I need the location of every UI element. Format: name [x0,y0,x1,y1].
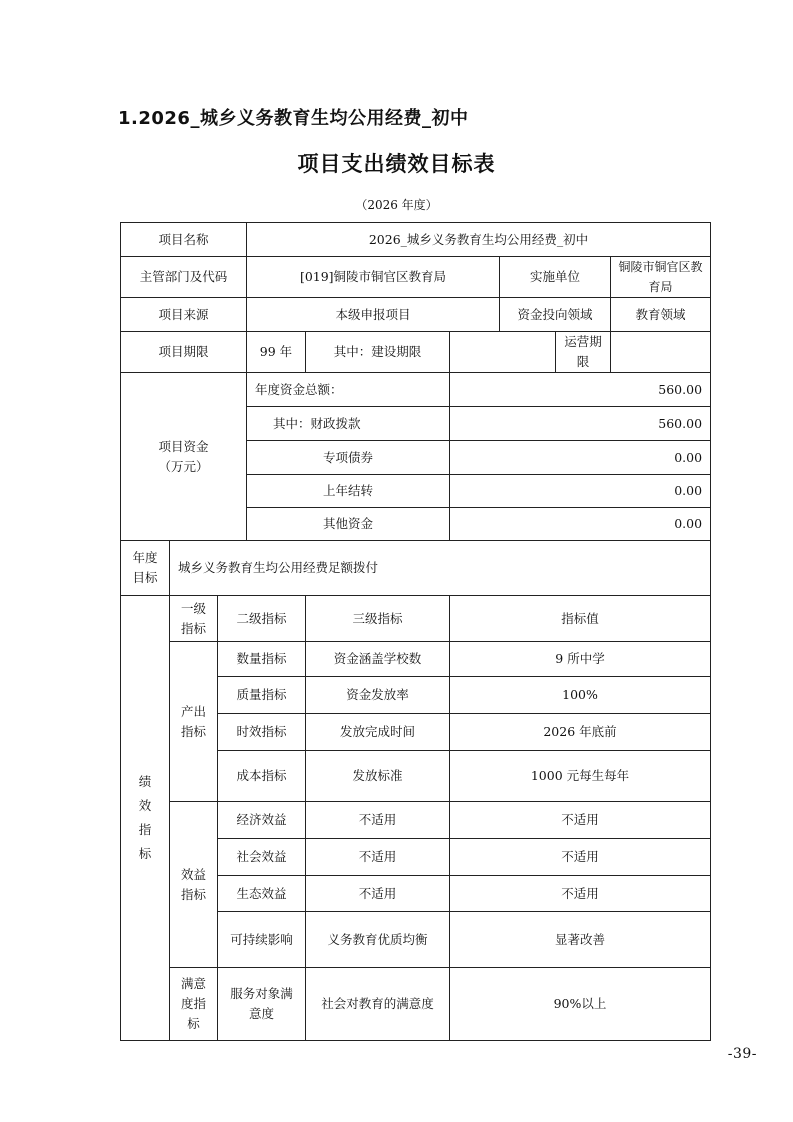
perf-label-char: 标 [138,846,152,861]
satisfaction-label-line1: 满意 [180,976,206,991]
effect-value: 不适用 [450,802,711,839]
effect-label [170,802,218,968]
effect-l3: 不适用 [306,876,450,912]
operate-period-label: 运营期限 [556,332,611,373]
table-row [121,968,711,1041]
funds-carryover-label: 上年结转 [247,475,450,508]
build-period-label: 其中：建设期限 [306,332,450,373]
table-row [121,642,711,677]
table-row [121,541,711,596]
level1-header-line1: 一级 [180,600,206,616]
funds-label-line1: 项目资金 [158,438,209,454]
field-value: 教育领域 [611,298,711,332]
output-l2: 质量指标 [218,677,306,714]
year-note: （2026 年度） [355,198,438,212]
funds-other-label: 其他资金 [247,508,450,541]
output-value: 1000 元每生每年 [450,751,711,802]
perf-label-char: 绩 [138,774,152,789]
unit-label: 实施单位 [500,257,611,298]
output-l3: 资金涵盖学校数 [306,642,450,677]
funds-carryover-value: 0.00 [450,475,711,508]
output-l2: 成本指标 [218,751,306,802]
perf-label-char: 指 [138,822,152,837]
goal-label-line1: 年度 [132,550,158,565]
goal-text: 城乡义务教育生均公用经费足额拨付 [170,541,711,596]
level3-header: 三级指标 [306,596,450,642]
satisfaction-label-line3: 标 [187,1016,200,1031]
funds-bond-label: 专项债券 [247,441,450,475]
output-l3: 发放标准 [306,751,450,802]
funds-total-value: 560.00 [450,373,711,407]
table-row [121,223,711,257]
output-l2: 数量指标 [218,642,306,677]
satisfaction-l2 [218,968,306,1041]
funds-fiscal-value: 560.00 [450,407,711,441]
table-row [121,596,711,642]
funds-bond-value: 0.00 [450,441,711,475]
funds-other-value: 0.00 [450,508,711,541]
effect-label-line2: 指标 [180,886,206,902]
value-header: 指标值 [450,596,711,642]
output-label-line1: 产出 [180,703,206,719]
effect-l2: 可持续影响 [218,912,306,968]
satisfaction-l2-line1: 服务对象满 [230,986,293,1001]
section-heading: 1.2026_城乡义务教育生均公用经费_初中 [118,108,469,129]
satisfaction-l2-line2: 意度 [248,1006,274,1021]
effect-l2: 生态效益 [218,876,306,912]
funds-label-line2: （万元） [158,458,209,474]
source-label: 项目来源 [121,298,247,332]
output-l3: 资金发放率 [306,677,450,714]
period-label: 项目期限 [121,332,247,373]
performance-table [120,222,711,1041]
effect-value: 显著改善 [450,912,711,968]
effect-value: 不适用 [450,839,711,876]
table-row [121,257,711,298]
goal-label-line2: 目标 [132,570,158,585]
satisfaction-value: 90%以上 [450,968,711,1041]
satisfaction-label-line2: 度指 [180,996,206,1011]
effect-value: 不适用 [450,876,711,912]
operate-period-value [611,332,711,373]
effect-label-line1: 效益 [180,866,206,882]
effect-l2: 经济效益 [218,802,306,839]
dept-label: 主管部门及代码 [121,257,247,298]
output-l3: 发放完成时间 [306,714,450,751]
effect-l3: 义务教育优质均衡 [306,912,450,968]
funds-fiscal-label: 其中：财政拨款 [247,407,450,441]
funds-label [121,373,247,541]
perf-label-char: 效 [138,798,152,813]
period-value: 99 年 [247,332,306,373]
project-name-value: 2026_城乡义务教育生均公用经费_初中 [247,223,711,257]
effect-l3: 不适用 [306,839,450,876]
effect-l3: 不适用 [306,802,450,839]
effect-l2: 社会效益 [218,839,306,876]
dept-value: [019]铜陵市铜官区教育局 [247,257,500,298]
satisfaction-l3: 社会对教育的满意度 [306,968,450,1041]
level1-header [170,596,218,642]
perf-label [121,596,170,1041]
page-number: -39- [727,1046,757,1062]
output-label-line2: 指标 [180,723,206,739]
output-value: 100% [450,677,711,714]
page-title: 项目支出绩效目标表 [297,152,496,176]
unit-value: 铜陵市铜官区教育局 [611,257,711,298]
goal-label [121,541,170,596]
table-row [121,373,711,407]
table-row [121,332,711,373]
build-period-value [450,332,556,373]
field-label: 资金投向领域 [500,298,611,332]
output-l2: 时效指标 [218,714,306,751]
table-row [121,298,711,332]
level2-header: 二级指标 [218,596,306,642]
output-value: 9 所中学 [450,642,711,677]
funds-total-label: 年度资金总额： [247,373,450,407]
source-value: 本级申报项目 [247,298,500,332]
output-label [170,642,218,802]
project-name-label: 项目名称 [121,223,247,257]
satisfaction-label [170,968,218,1041]
table-row [121,802,711,839]
level1-header-line2: 指标 [180,620,206,636]
output-value: 2026 年底前 [450,714,711,751]
